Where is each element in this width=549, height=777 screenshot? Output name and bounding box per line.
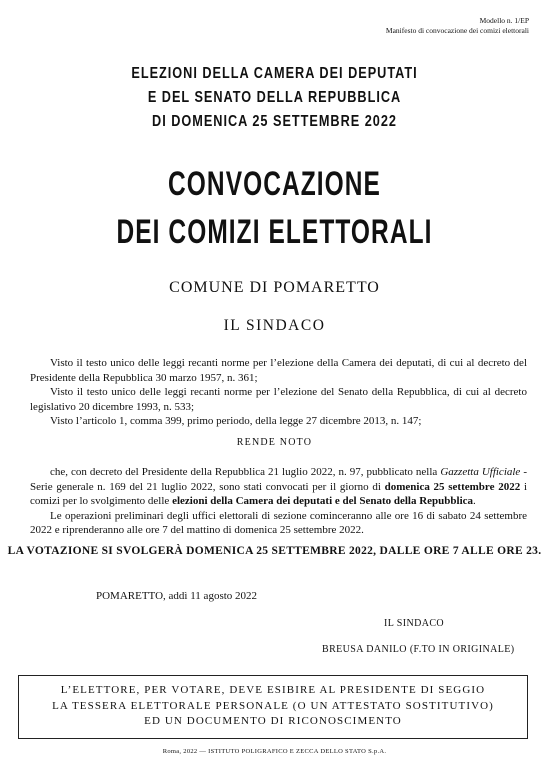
model-number: Modello n. 1/EP: [479, 16, 529, 25]
place-date: POMARETTO, addì 11 agosto 2022: [96, 590, 258, 602]
decree-section: [30, 465, 527, 538]
model-info: [386, 16, 529, 36]
notice-line-3: ED UN DOCUMENTO DI RICONOSCIMENTO: [144, 715, 402, 727]
sindaco-signature-label: IL SINDACO: [384, 618, 445, 629]
operations-paragraph: Le operazioni preliminari degli uffici elettorali di sezione cominceranno alle ore 16 di sabato 24 settembre 2022 e riprenderanno alle ore 7 del mattino di domenica 25 settembre 2022.: [30, 509, 527, 536]
decree-paragraph: [30, 465, 527, 509]
voting-hours: LA VOTAZIONE SI SVOLGERÀ DOMENICA 25 SETTEMBRE 2022, DALLE ORE 7 ALLE ORE 23.: [7, 545, 542, 557]
visto-paragraph-2: Visto il testo unico delle leggi recanti norme per l’elezione del Senato della Repubblica, di cui al decreto legislativo 20 dicembre 1993, n. 533;: [30, 386, 527, 413]
visto-paragraph-1: Visto il testo unico delle leggi recanti norme per l’elezione della Camera dei deputati, di cui al decreto del Presidente della Repubblica 30 marzo 1957, n. 361;: [30, 357, 527, 384]
elections-name: elezioni della Camera dei deputati e del Senato della Repubblica: [172, 495, 474, 507]
main-title: [77, 160, 472, 256]
decree-text-2: - Serie generale n. 169 del 21 luglio 2022, sono stati convocati per il giorno di: [30, 466, 527, 493]
comune-name: COMUNE DI POMARETTO: [169, 279, 380, 296]
sindaco-heading: IL SINDACO: [223, 317, 326, 334]
decree-text-3: i comizi per lo svolgimento delle: [30, 480, 527, 507]
decree-text-4: .: [473, 495, 476, 507]
gazzetta-ufficiale: Gazzetta Ufficiale: [440, 466, 521, 478]
election-title-line-2: E DEL SENATO DELLA REPUBBLICA: [147, 89, 402, 106]
decree-text-1: che, con decreto del Presidente della Repubblica 21 luglio 2022, n. 97, pubblicato nella: [50, 466, 441, 478]
notice-line-1: L’ELETTORE, PER VOTARE, DEVE ESIBIRE AL PRESIDENTE DI SEGGIO: [60, 684, 486, 696]
main-title-line-1: CONVOCAZIONE: [168, 165, 381, 203]
printer-footer: Roma, 2022 — ISTITUTO POLIGRAFICO E ZECCA DELLO STATO S.p.A.: [162, 748, 387, 755]
visto-paragraph-3: Visto l’articolo 1, comma 399, primo periodo, della legge 27 dicembre 2013, n. 147;: [50, 415, 422, 427]
notice-line-2: LA TESSERA ELETTORALE PERSONALE (O UN ATTESTATO SOSTITUTIVO): [52, 699, 494, 712]
election-title: [49, 62, 499, 134]
election-title-line-1: ELEZIONI DELLA CAMERA DEI DEPUTATI: [131, 65, 418, 82]
voter-notice-box: [18, 675, 528, 739]
signature: BREUSA DANILO (F.TO IN ORIGINALE): [322, 644, 515, 655]
model-description: Manifesto di convocazione dei comizi elettorali: [385, 26, 529, 35]
rende-noto-heading: RENDE NOTO: [236, 437, 313, 448]
election-title-line-3: DI DOMENICA 25 SETTEMBRE 2022: [152, 113, 397, 130]
legal-references: [30, 356, 527, 429]
main-title-line-2: DEI COMIZI ELETTORALI: [116, 213, 433, 251]
election-date: domenica 25 settembre 2022: [384, 480, 521, 493]
